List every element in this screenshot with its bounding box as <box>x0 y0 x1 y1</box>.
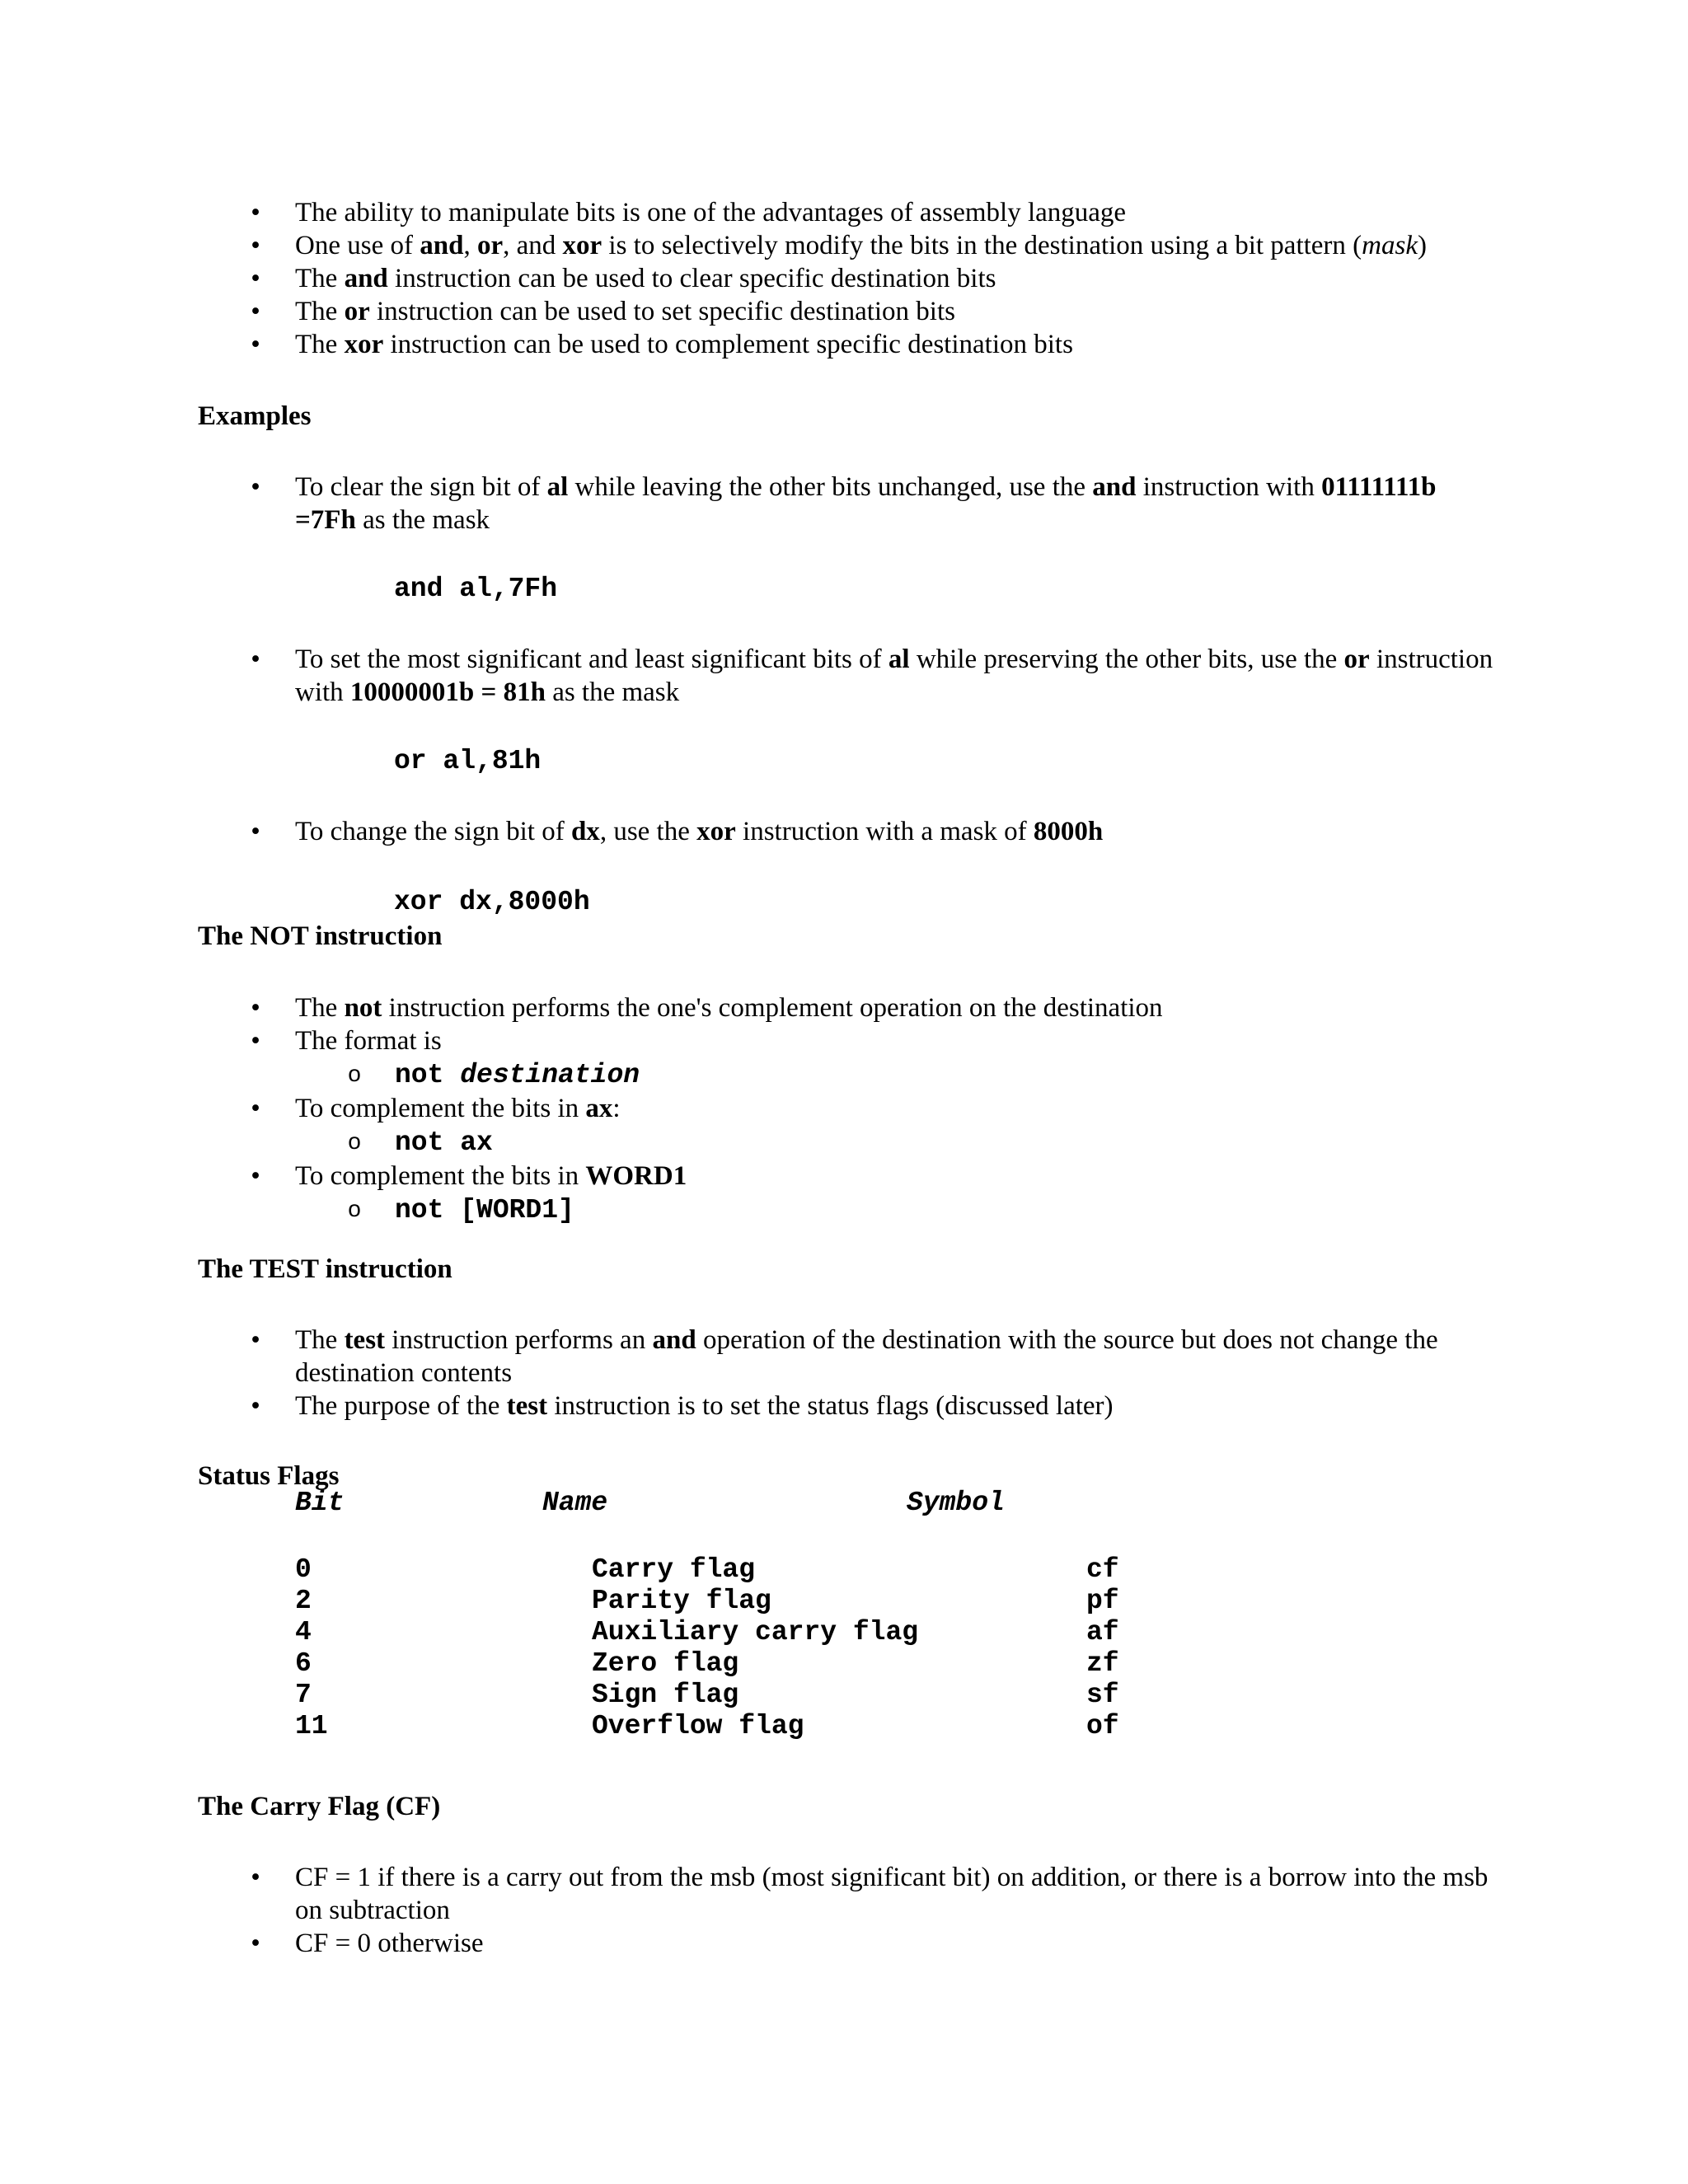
test-bullet-list <box>0 1324 1688 1422</box>
circle-bullet-icon: o <box>348 1196 361 1221</box>
bold-term: or <box>344 297 370 326</box>
bullet-text <box>295 330 1073 359</box>
ax-prefix: To complement the bits in <box>295 1094 586 1123</box>
list-item <box>0 1092 1688 1160</box>
text-run: To set the most significant and least significant bits of <box>295 644 889 674</box>
list-item <box>0 1390 1688 1422</box>
text-run: instruction can be used to clear specific destination bits <box>387 264 996 293</box>
list-item <box>0 471 1688 537</box>
not-word-code: not [WORD1] <box>395 1195 574 1226</box>
bullet-icon: • <box>251 264 260 293</box>
bold-term: test <box>344 1325 386 1355</box>
flag-symbol: pf <box>1086 1586 1119 1616</box>
sub-list-item <box>295 1193 1498 1227</box>
text-run: while leaving the other bits unchanged, use the <box>568 472 1093 502</box>
list-item <box>0 262 1688 295</box>
bullet-icon: • <box>251 644 260 674</box>
bullet-icon: • <box>251 993 260 1023</box>
text-run: instruction with <box>295 644 1493 707</box>
list-item <box>0 328 1688 361</box>
flag-symbol: af <box>1086 1617 1119 1647</box>
example-code-xor: xor dx,8000h <box>394 887 590 917</box>
flag-symbol: zf <box>1086 1648 1119 1679</box>
bullet-text <box>295 1325 1438 1388</box>
list-item <box>0 196 1688 229</box>
flag-symbol: cf <box>1086 1554 1119 1585</box>
text-run: To clear the sign bit of <box>295 472 547 502</box>
bullet-icon: • <box>251 817 260 846</box>
bold-term: xor <box>562 231 603 260</box>
flag-bit: 11 <box>295 1711 328 1741</box>
bullet-text <box>295 1391 1114 1421</box>
list-item <box>0 643 1688 709</box>
not-ax-code: not ax <box>395 1127 493 1158</box>
bullet-text <box>295 644 1493 707</box>
bold-term: al <box>546 472 569 502</box>
not-description <box>295 993 1163 1023</box>
not-instruction-heading: The NOT instruction <box>198 921 443 951</box>
list-item <box>0 1160 1688 1227</box>
sub-list-item <box>295 1057 1498 1092</box>
bold-term: 01111111b =7Fh <box>295 472 1437 535</box>
bullet-text <box>295 264 996 293</box>
text-run: instruction can be used to complement specific destination bits <box>383 330 1073 359</box>
list-item <box>0 991 1688 1024</box>
carry-bullet-text: CF = 0 otherwise <box>295 1929 484 1958</box>
text-run: , use the <box>599 817 697 846</box>
flag-bit: 7 <box>295 1680 312 1710</box>
bold-term: and <box>344 264 388 293</box>
bold-term: dx <box>570 817 600 846</box>
text-run: ) <box>1418 231 1427 260</box>
text-run: as the mask <box>355 505 490 535</box>
carry-bullet-list <box>0 1861 1688 1960</box>
flag-bit: 4 <box>295 1617 312 1647</box>
list-item <box>0 1927 1688 1960</box>
list-item <box>0 815 1688 848</box>
bullet-icon: • <box>251 297 260 326</box>
text-run: instruction performs an <box>385 1325 653 1355</box>
text-run: instruction performs the one's complement operation on the destination <box>382 993 1163 1023</box>
text-run: instruction with a mask of <box>735 817 1034 846</box>
flag-bit: 2 <box>295 1586 312 1616</box>
flag-symbol: of <box>1086 1711 1119 1741</box>
bold-term: and <box>420 231 464 260</box>
bold-term: al <box>888 644 910 674</box>
text-run: , and <box>503 231 563 260</box>
flag-bit: 6 <box>295 1648 312 1679</box>
ax-suffix: : <box>612 1094 621 1123</box>
flag-symbol: sf <box>1086 1680 1119 1710</box>
example-bullet-1 <box>0 471 1688 537</box>
text-run: One use of <box>295 231 420 260</box>
bullet-text <box>295 472 1437 535</box>
carry-flag-heading: The Carry Flag (CF) <box>198 1792 441 1821</box>
bullet-icon: • <box>251 1325 260 1355</box>
column-header-bit: Bit <box>295 1488 345 1518</box>
format-label: The format is <box>295 1026 442 1056</box>
bullet-icon: • <box>251 1094 260 1123</box>
flag-name: Overflow flag <box>592 1711 804 1741</box>
table-row <box>0 1617 1688 1648</box>
text-run: The ability to manipulate bits is one of the advantages of assembly language <box>295 198 1127 227</box>
ax-register: ax <box>585 1094 613 1123</box>
status-flags-heading: Status Flags <box>198 1461 340 1491</box>
text-run: The <box>295 264 345 293</box>
sub-list-item <box>295 1125 1498 1160</box>
bullet-icon: • <box>251 1863 260 1892</box>
list-item <box>0 1024 1688 1092</box>
flag-name: Sign flag <box>592 1680 739 1710</box>
flag-name: Carry flag <box>592 1554 756 1585</box>
test-instruction-heading: The TEST instruction <box>198 1254 452 1284</box>
example-bullet-3 <box>0 815 1688 848</box>
bold-term: not <box>344 993 382 1023</box>
text-run: To change the sign bit of <box>295 817 571 846</box>
text-run: as the mask <box>545 677 680 707</box>
bold-term: or <box>1343 644 1370 674</box>
text-run: is to selectively modify the bits in the destination using a bit pattern ( <box>602 231 1362 260</box>
examples-heading: Examples <box>198 401 312 431</box>
bold-term: and <box>652 1325 696 1355</box>
bold-term: xor <box>344 330 384 359</box>
text-run: The <box>295 330 345 359</box>
text-run: The <box>295 993 345 1023</box>
bullet-icon: • <box>251 472 260 502</box>
circle-bullet-icon: o <box>348 1128 361 1154</box>
intro-bullet-list <box>0 196 1688 361</box>
bold-term: 8000h <box>1033 817 1104 846</box>
circle-bullet-icon: o <box>348 1061 361 1086</box>
carry-bullet-text: CF = 1 if there is a carry out from the msb (most significant bit) on addition, or there is a borrow into the msb on subtraction <box>295 1863 1489 1925</box>
bullet-icon: • <box>251 1391 260 1421</box>
italic-term: mask <box>1362 231 1418 260</box>
bold-term: 10000001b = 81h <box>349 677 546 707</box>
text-run: while preserving the other bits, use the <box>909 644 1344 674</box>
bullet-icon: • <box>251 1929 260 1958</box>
bold-term: test <box>506 1391 548 1421</box>
text-run: instruction is to set the status flags (discussed later) <box>547 1391 1114 1421</box>
list-item <box>0 295 1688 328</box>
example-bullet-2 <box>0 643 1688 709</box>
list-item <box>0 1861 1688 1927</box>
bullet-text <box>295 817 1103 846</box>
list-item <box>0 229 1688 262</box>
example-code-or: or al,81h <box>394 746 542 776</box>
bold-term: and <box>1092 472 1137 502</box>
flags-table-header <box>0 1488 1688 1519</box>
format-operand: destination <box>460 1060 640 1090</box>
not-bullet-list <box>0 991 1688 1227</box>
table-row <box>0 1554 1688 1586</box>
bold-term: xor <box>696 817 736 846</box>
example-code-and: and al,7Fh <box>394 574 558 604</box>
word-operand: WORD1 <box>585 1161 687 1191</box>
bullet-icon: • <box>251 198 260 227</box>
bullet-text <box>295 297 955 326</box>
text-run: instruction with <box>1136 472 1322 502</box>
flag-name: Parity flag <box>592 1586 771 1616</box>
bold-term: or <box>476 231 504 260</box>
bullet-text <box>295 198 1126 227</box>
column-header-name: Name <box>542 1488 608 1518</box>
bullet-icon: • <box>251 231 260 260</box>
table-row <box>0 1680 1688 1711</box>
text-run: The purpose of the <box>295 1391 507 1421</box>
column-header-symbol: Symbol <box>907 1488 1005 1518</box>
text-run: , <box>463 231 477 260</box>
text-run: operation of the destination with the source but does not change the destination contents <box>295 1325 1438 1388</box>
text-run: The <box>295 1325 345 1355</box>
bullet-icon: • <box>251 330 260 359</box>
word-prefix: To complement the bits in <box>295 1161 586 1191</box>
flag-name: Zero flag <box>592 1648 739 1679</box>
format-keyword: not <box>395 1060 461 1090</box>
text-run: The <box>295 297 345 326</box>
table-row <box>0 1586 1688 1617</box>
table-row <box>0 1648 1688 1680</box>
table-row <box>0 1711 1688 1742</box>
flag-name: Auxiliary carry flag <box>592 1617 919 1647</box>
flag-bit: 0 <box>295 1554 312 1585</box>
list-item <box>0 1324 1688 1390</box>
bullet-icon: • <box>251 1161 260 1191</box>
bullet-icon: • <box>251 1026 260 1056</box>
text-run: instruction can be used to set specific destination bits <box>369 297 955 326</box>
bullet-text <box>295 231 1427 260</box>
